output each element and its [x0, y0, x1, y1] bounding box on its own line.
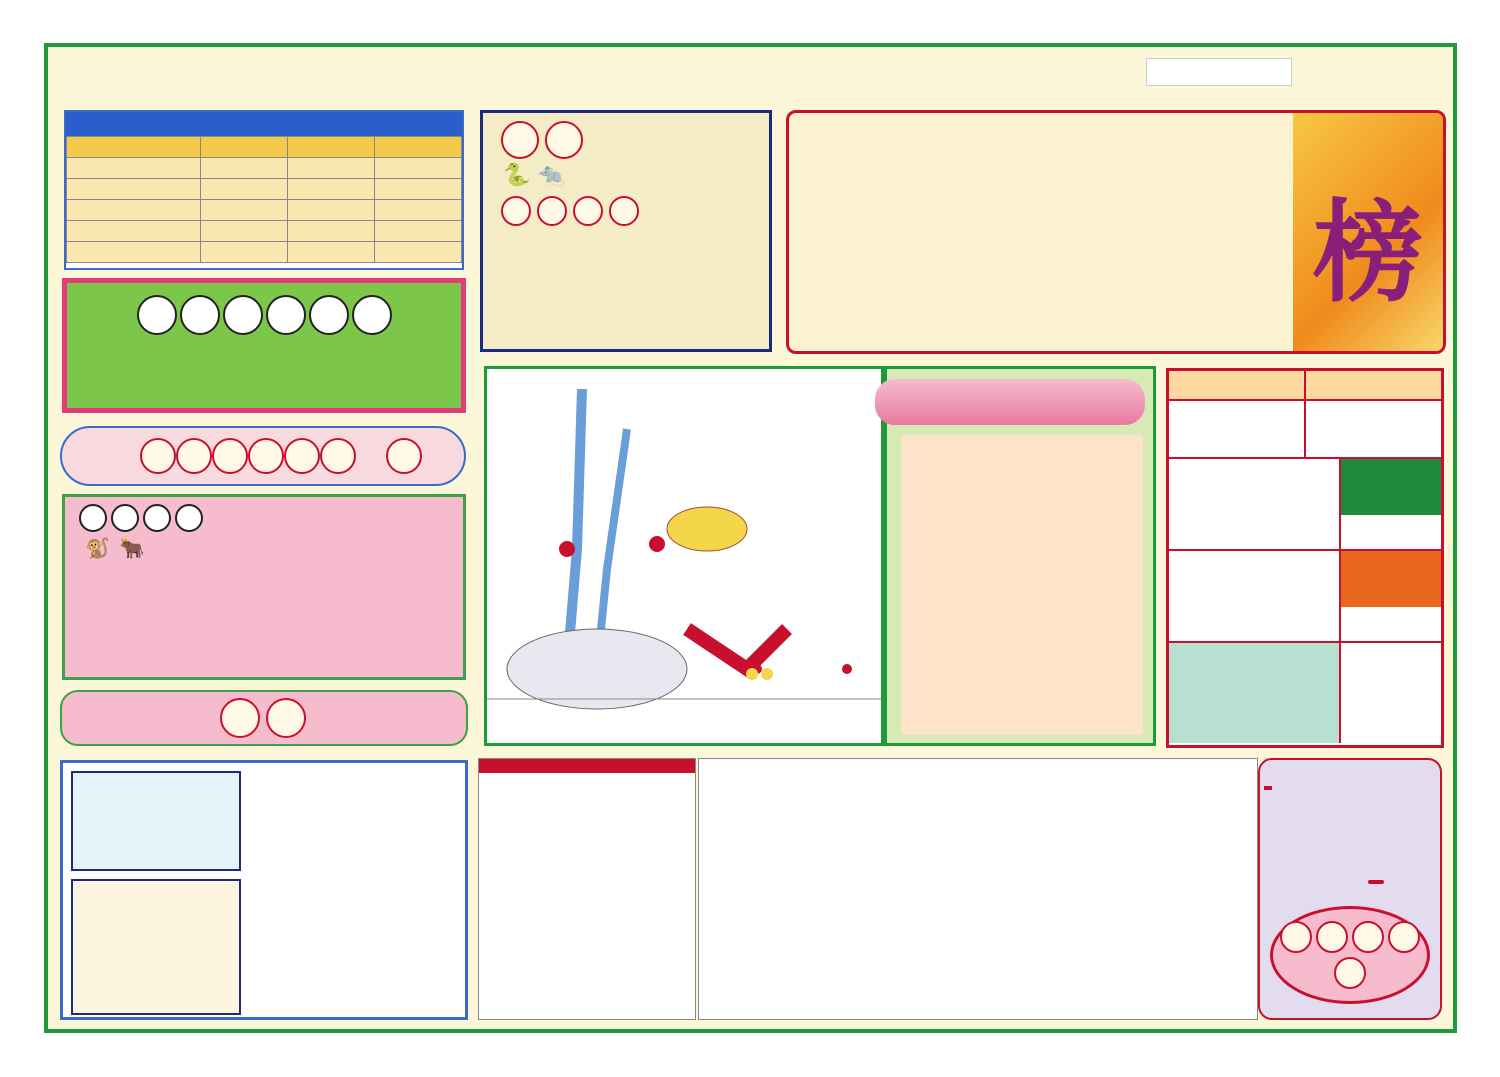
draw-ball — [248, 438, 284, 474]
max-cell — [201, 200, 288, 221]
provide-ball — [501, 196, 531, 226]
count-number-1 — [1169, 459, 1341, 549]
sister-ball-1 — [220, 698, 260, 738]
count-sub-1 — [1341, 459, 1441, 515]
issue-box — [1146, 58, 1292, 86]
last-draw-panel — [60, 426, 466, 486]
draw-ball — [140, 438, 176, 474]
sister-panel — [60, 690, 468, 746]
table-row — [67, 221, 462, 242]
treasure-poem-box — [901, 435, 1143, 735]
provide-ball — [609, 196, 639, 226]
table-row — [67, 200, 462, 221]
treasure-title — [875, 379, 1145, 425]
banner-panel — [786, 110, 1446, 354]
trend-grid — [698, 758, 1258, 1020]
book-illustration — [71, 771, 241, 871]
col-give — [375, 137, 462, 158]
lucky-panel — [62, 494, 466, 680]
give-cell — [375, 179, 462, 200]
max-cell — [201, 242, 288, 263]
explain-panel — [60, 760, 468, 1020]
compound-tag — [1368, 880, 1384, 884]
table-row — [67, 158, 462, 179]
computer-ball — [180, 295, 220, 335]
give-cell — [375, 200, 462, 221]
computer-ball — [309, 295, 349, 335]
open-value-2 — [1306, 401, 1441, 457]
strategy-ball — [1316, 921, 1348, 953]
open-label-1 — [1169, 371, 1306, 399]
col-min — [288, 137, 375, 158]
provide-ball — [537, 196, 567, 226]
draw-special-ball — [386, 438, 422, 474]
min-cell — [288, 179, 375, 200]
lucky-ball — [111, 504, 139, 532]
saying-label — [75, 623, 453, 651]
door-table-title — [66, 112, 462, 136]
special-panel — [480, 110, 772, 352]
strategy-oval — [1270, 906, 1430, 1004]
treasure-panel — [884, 366, 1156, 746]
strategy-ball — [1334, 957, 1366, 989]
ox-icon: 🐂 — [119, 536, 145, 560]
door-table — [66, 136, 462, 263]
min-cell — [288, 221, 375, 242]
computer-ball — [137, 295, 177, 335]
table-row — [67, 179, 462, 200]
stats-panel — [1166, 368, 1444, 748]
max-cell — [201, 158, 288, 179]
col-max — [201, 137, 288, 158]
count-chinese-2 — [1341, 607, 1441, 641]
special-ball-1 — [501, 121, 539, 159]
open-value-1 — [1169, 401, 1306, 457]
lucky-ball — [143, 504, 171, 532]
lucky-ball — [79, 504, 107, 532]
door-table-panel — [64, 110, 464, 270]
min-cell — [288, 158, 375, 179]
computer-ball — [266, 295, 306, 335]
min-cell — [288, 200, 375, 221]
snake-icon: 🐍 — [503, 163, 531, 188]
count-number-2 — [1169, 551, 1341, 641]
provide-ball — [573, 196, 603, 226]
strategy-ball — [1280, 921, 1312, 953]
open-label-2 — [1306, 371, 1441, 399]
special-ball-2 — [545, 121, 583, 159]
trend-dots — [699, 759, 1257, 1019]
computer-ball — [223, 295, 263, 335]
max-cell — [201, 221, 288, 242]
monkey-icon: 🐒 — [85, 536, 110, 560]
count-chinese-1 — [1341, 515, 1441, 549]
give-cell — [375, 158, 462, 179]
give-cell — [375, 242, 462, 263]
sister-ball-2 — [266, 698, 306, 738]
count-sub-2 — [1341, 551, 1441, 607]
fame-number — [1341, 643, 1441, 743]
draw-ball — [320, 438, 356, 474]
computer-panel — [62, 278, 466, 413]
lucky-ball — [175, 504, 203, 532]
give-cell — [375, 221, 462, 242]
table-row — [67, 242, 462, 263]
draw-ball — [284, 438, 320, 474]
bang-logo: 榜 — [1313, 188, 1423, 317]
draw-ball — [176, 438, 212, 474]
puzzle-illustration — [487, 369, 881, 743]
strategy-ball — [1352, 921, 1384, 953]
results-header — [479, 759, 695, 773]
col-door — [67, 137, 201, 158]
strategy-subtitle — [1264, 786, 1272, 790]
rat-icon: 🐀 — [538, 163, 566, 188]
strategy-ball — [1388, 921, 1420, 953]
max-cell — [201, 179, 288, 200]
puzzle-picture — [484, 366, 884, 746]
computer-ball — [352, 295, 392, 335]
results-panel — [478, 758, 696, 1020]
min-cell — [288, 242, 375, 263]
strategy-panel — [1258, 758, 1442, 1020]
draw-ball — [212, 438, 248, 474]
riddle-illustration — [71, 879, 241, 1015]
